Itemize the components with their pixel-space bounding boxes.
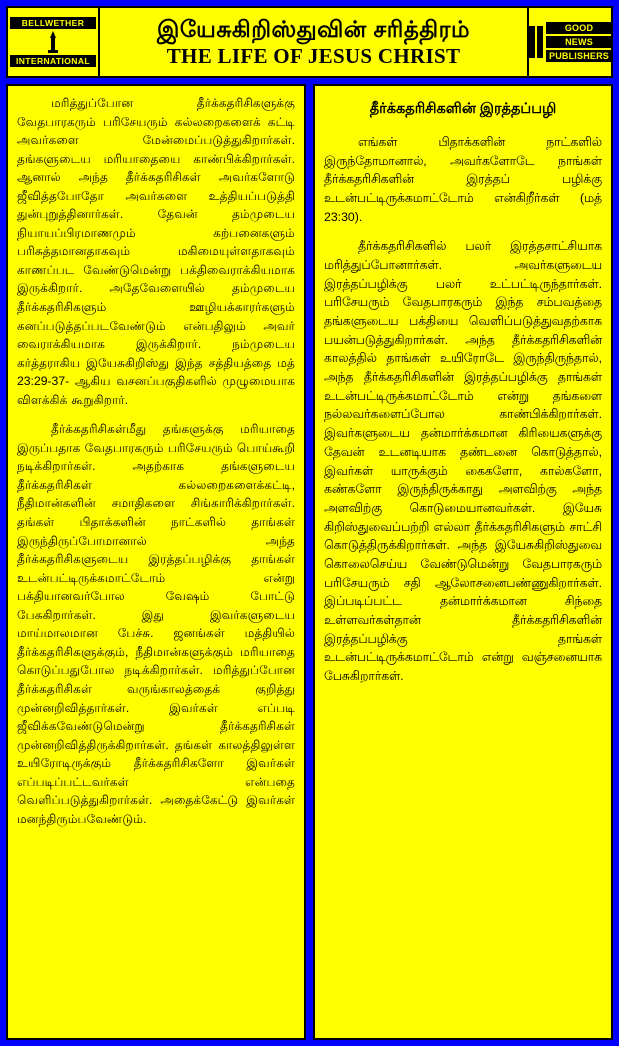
logo-emblem <box>10 29 96 55</box>
paragraph: தீர்க்கதரிசிகளில் பலர் இரத்தசாட்சியாக மரித்துப்போனார்கள். அவர்களுடைய இரத்தப்பழிக்கு பலர் உட்பட்டிருந்தார்கள். பரிசேயரும் வேதபாரகரும் இந்த சம்பவத்தை தங்களுடைய பக்தியை வெளிப்படுத்துவதற்காக பயன்படுத்துகிறார்கள். அந்த தீர்க்கதரிசிகளின் காலத்தில் தாங்கள் உயிரோடே இருந்திருந்தால், அந்த தீர்க்கதரிசிகளின் இரத்தப்பழிக்கு தாங்கள் உடன்பட்டிருக்கமாட்டோம் என்று தங்களை நல்லவர்களைப்போல காண்பிக்கிறார்கள். இவர்களுடைய தன்மார்க்கமான கிரியைகளுக்கு தேவன் உடனடியாக தண்டனை கொடுத்தால், இவர்கள் யாருக்கும் கைகளோ, கால்களோ, கண்களோ இருந்திருக்காது அளவிற்கு அந்த அளவிற்கு கொடுமையானவர்கள். இயேசு கிறிஸ்துவைப்பற்றி எல்லா தீர்க்கதரிசிகளும் சாட்சி கொடுத்திருக்கிறார்கள். அந்த இயேசுகிறிஸ்துவை கொலைசெய்ய வேண்டுமென்று வேதபாரகரும் பரிசேயரும் சதி ஆலோசனைபண்ணுகிறார்கள். இப்படிப்பட்ட தன்மார்க்கமான சிந்தை உள்ளவர்கள்தான் தீர்க்கதரிசிகளின் இரத்தப்பழிக்கு தாங்கள் உடன்பட்டிருக்கமாட்டோம் என்று வஞ்சனையாக பேசுகிறார்கள். <box>324 239 602 684</box>
section-heading: தீர்க்கதரிசிகளின் இரத்தப்பழி <box>369 101 557 117</box>
publisher-line-2: NEWS <box>546 36 612 48</box>
open-book-icon <box>528 22 544 62</box>
paragraph: எங்கள் பிதாக்களின் நாட்களில் இருந்தோமானால், அவர்களோடே நாங்கள் தீர்க்கதரிசிகளின் இரத்தப் பழிக்கு உடன்பட்டிருக்கமாட்டோம் என்கிறீர்கள் (மத் 23:30). <box>324 134 602 224</box>
publisher-line-3: PUBLISHERS <box>546 50 612 62</box>
torch-icon <box>42 30 64 54</box>
paragraph: தீர்க்கதரிசிகள்மீது தங்களுக்கு மரியாதை இருப்பதாக வேதபாரகரும் பரிசேயரும் பொய்கூறி நடிக்கிறார்கள். அதற்காக தங்களுடைய தீர்க்கதரிசிகள் கல்லறைகளைக்கட்டி, நீதிமான்களின் சமாதிகளை சிங்காரிக்கிறார்கள். தங்கள் பிதாக்களின் நாட்களில் தாங்கள் இருந்திருப்போமானால் அந்த தீர்க்கதரிசிகளுடைய இரத்தப்பழிக்கு தாங்கள் உடன்பட்டிருக்கமாட்டோம் என்று பக்தியானவர்போல வேஷம் போட்டு பேசுகிறார்கள். இது இவர்களுடைய மாய்மாலமான பேச்சு. ஜனங்கள் மத்தியில் தீர்க்கதரிசிகளுக்கும், நீதிமான்களுக்கும் மரியாதை கொடுப்பதுபோல நடிக்கிறார்கள். மரித்துப்போன தீர்க்கதரிசிகள் வருங்காலத்தைக் குறித்து முன்னறிவித்தார்கள். இவர்கள் எப்படி ஜீவிக்கவேண்டுமென்று தீர்க்கதரிசிகள் முன்னறிவித்திருக்கிறார்கள். தங்கள் காலத்திலுள்ள உயிரோடிருக்கும் தீர்க்கதரிசிகளோ இவர்கள் எப்படிப்பட்டவர்கள் என்பதை வெளிப்படுத்துகிறார்கள். அதைக்கேட்டு இவர்கள் மனந்திரும்பவேண்டும். <box>17 422 295 826</box>
paragraph: மரித்துப்போன தீர்க்கதரிசிகளுக்கு வேதபாரகரும் பரிசேயரும் கல்லறைகளைக் கட்டி அவர்களை மேன்மைப்படுத்துகிறார்கள். தங்களுடைய மரியாதையை காண்பிக்கிறார்கள். ஆனால் அந்த தீர்க்கதரிசிகள் அவர்களோடு ஜீவித்தபோதோ அவர்களை உத்தியப்படுத்தி துன்புறுத்தினார்கள். தேவன் தம்முடைய நியாயப்பிரமாணமும் கற்பனைகளும் பரிசுத்தமானதாகவும் மகிமையுள்ளதாகவும் காணப்பட வேண்டுமென்று பக்திவைராக்கியமாக இருக்கிறார். அதேவேளையில் தம்முடைய தீர்க்கதரிசிகளும் ஊழியக்காரர்களும் கனப்படுத்தப்படவேண்டும் என்பதிலும் அவர் வைராக்கியமாக இருக்கிறார். நம்முடைய கர்த்தராகிய இயேசுகிறிஸ்து இந்த சத்தியத்தை மத் 23:29-37- ஆகிய வசனப்பகுதிகளில் முழுமையாக விளக்கிக் கூறுகிறார். <box>17 96 295 407</box>
logo-bottom-text: INTERNATIONAL <box>10 55 96 67</box>
page-title-tamil: இயேசுகிறிஸ்துவின் சரித்திரம் <box>156 15 471 42</box>
publisher-logo-right <box>527 6 613 78</box>
page-title-english: THE LIFE OF JESUS CHRIST <box>166 44 461 69</box>
publisher-line-1: GOOD <box>546 22 612 34</box>
publisher-name <box>546 22 612 62</box>
publisher-logo-left <box>6 6 100 78</box>
logo-top-text: BELLWETHER <box>10 17 96 29</box>
left-text-column <box>6 84 306 1040</box>
content-area <box>6 84 613 1040</box>
title-block <box>100 6 527 78</box>
page-header <box>6 6 613 78</box>
right-text-column <box>313 84 613 1040</box>
